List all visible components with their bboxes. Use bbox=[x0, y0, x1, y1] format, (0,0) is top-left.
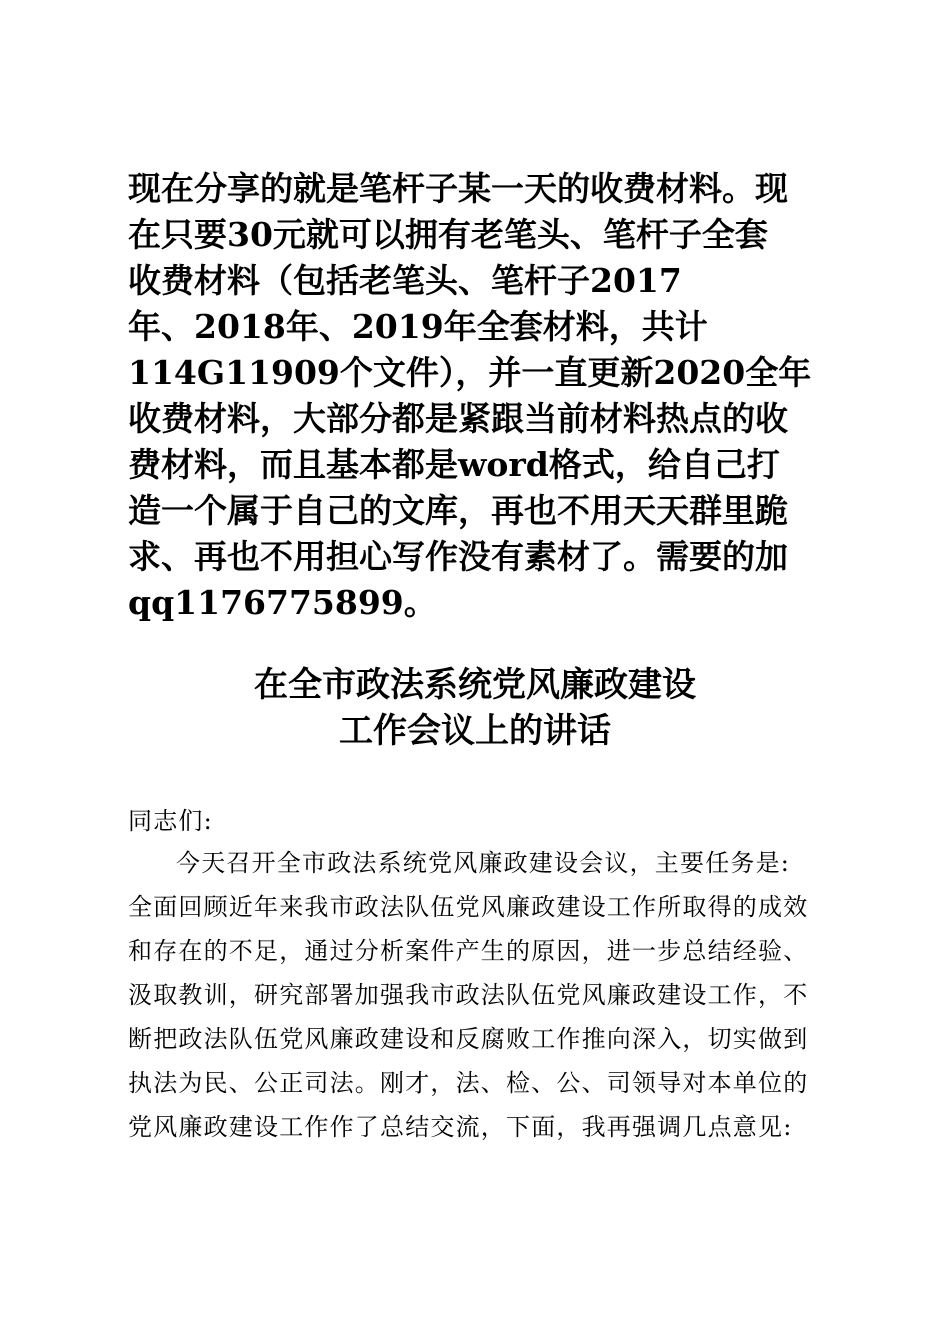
speech-title-line-1: 在全市政法系统党风廉政建设 bbox=[254, 665, 696, 705]
speech-line-1: 今天召开全市政法系统党风廉政建设会议，主要任务是: bbox=[176, 849, 791, 877]
promo-line-2: 在只要30元就可以拥有老笔头、笔杆子全套 bbox=[128, 215, 768, 254]
speech-line-4: 汲取教训，研究部署加强我市政法队伍党风廉政建设工作，不 bbox=[128, 981, 809, 1009]
speech-title-line-2: 工作会议上的讲话 bbox=[339, 711, 611, 751]
speech-line-5: 断把政法队伍党风廉政建设和反腐败工作推向深入，切实做到 bbox=[128, 1025, 809, 1053]
promo-line-3: 收费材料（包括老笔头、笔杆子2017 bbox=[128, 261, 682, 300]
promo-line-4: 年、2018年、2019年全套材料，共计 bbox=[128, 307, 708, 346]
speech-line-3: 和存在的不足，通过分析案件产生的原因，进一步总结经验、 bbox=[128, 937, 809, 965]
promo-line-5: 114G11909个文件），并一直更新2020全年 bbox=[128, 353, 812, 392]
speech-line-2: 全面回顾近年来我市政法队伍党风廉政建设工作所取得的成效 bbox=[128, 893, 809, 921]
promo-line-9: 求、再也不用担心写作没有素材了。需要的加 bbox=[128, 537, 788, 576]
promo-line-6: 收费材料，大部分都是紧跟当前材料热点的收 bbox=[128, 399, 788, 438]
speech-line-7: 党风廉政建设工作作了总结交流，下面，我再强调几点意见: bbox=[128, 1113, 793, 1141]
speech-line-6: 执法为民、公正司法。刚才，法、检、公、司领导对本单位的 bbox=[128, 1069, 809, 1097]
promo-line-10: qq1176775899。 bbox=[128, 583, 437, 622]
promo-line-7: 费材料，而且基本都是word格式，给自己打 bbox=[128, 445, 780, 484]
promo-line-8: 造一个属于自己的文库，再也不用天天群里跪 bbox=[128, 491, 788, 530]
promo-line-1: 现在分享的就是笔杆子某一天的收费材料。现 bbox=[128, 169, 788, 208]
salutation: 同志们: bbox=[128, 807, 213, 835]
